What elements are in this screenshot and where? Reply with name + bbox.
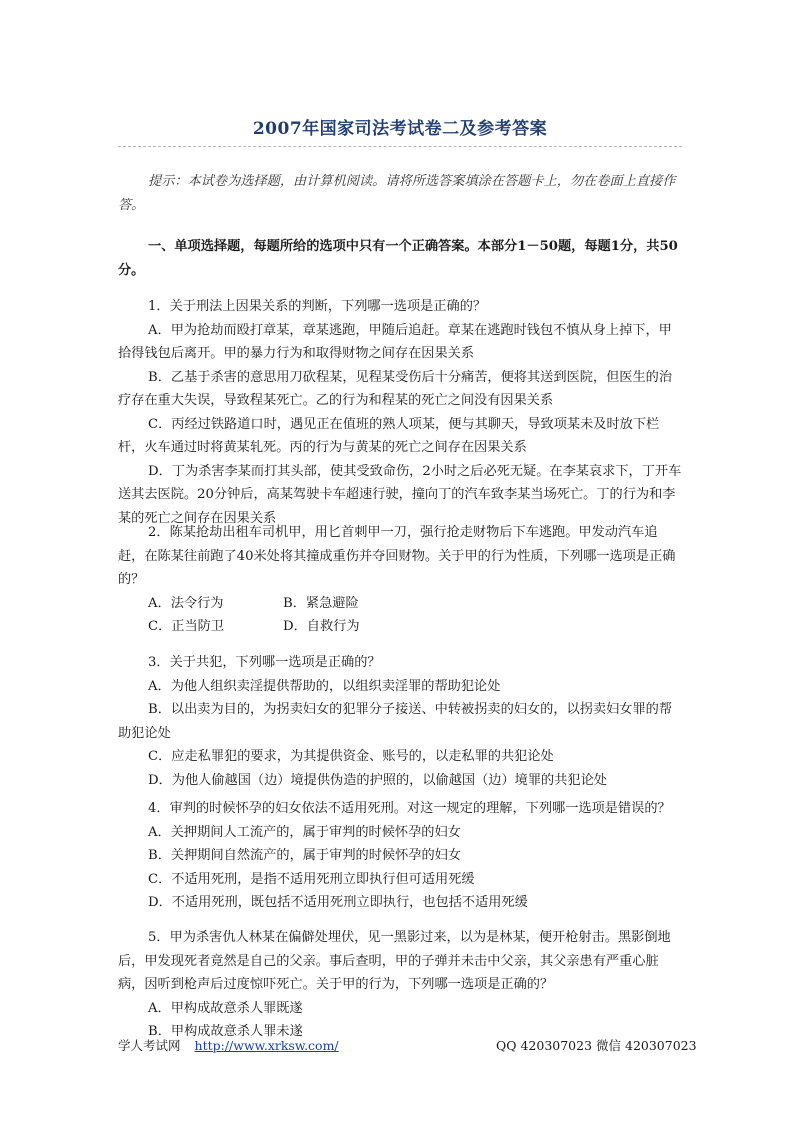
question-5 bbox=[118, 926, 682, 1044]
footer-contact: QQ 420307023 微信 420307023 bbox=[496, 1038, 697, 1053]
footer-site-link[interactable]: http://www.xrksw.com/ bbox=[194, 1038, 339, 1053]
question-1-option-b: B．乙基于杀害的意思用刀砍程某，见程某受伤后十分痛苦，便将其送到医院，但医生的治疗存在重大失误，导致程某死亡。乙的行为和程某的死亡之间没有因果关系 bbox=[118, 369, 672, 408]
question-4-option-d: D．不适用死刑，既包括不适用死刑立即执行，也包括不适用死缓 bbox=[148, 895, 528, 910]
question-3-option-d: D．为他人偷越国（边）境提供伪造的护照的，以偷越国（边）境罪的共犯论处 bbox=[148, 772, 607, 788]
question-2-option-a: A．法令行为 bbox=[148, 595, 224, 611]
question-1-option-c: C．丙经过铁路道口时，遇见正在值班的熟人项某，便与其聊天，导致项某未及时放下栏杆，火车通过时将黄某轧死。丙的行为与黄某的死亡之间存在因果关系 bbox=[118, 416, 660, 455]
question-1 bbox=[118, 295, 682, 530]
question-2-option-c: C．正当防卫 bbox=[148, 619, 225, 634]
question-1-option-a: A．甲为抢劫而殴打章某，章某逃跑，甲随后追赶。章某在逃跑时钱包不慎从身上掉下，甲拾得钱包后离开。甲的暴力行为和取得财物之间存在因果关系 bbox=[118, 322, 672, 361]
question-2-stem: 2．陈某抢劫出租车司机甲，用匕首刺甲一刀，强行抢走财物后下车逃跑。甲发动汽车追赶，在陈某往前跑了40米处将其撞成重伤并夺回财物。关于甲的行为性质，下列哪一选项是正确的？ bbox=[118, 525, 676, 587]
instruction-hint: 提示：本试卷为选择题，由计算机阅读。请将所选答案填涂在答题卡上，勿在卷面上直接作答。 bbox=[118, 174, 676, 213]
question-2-option-b: B．紧急避险 bbox=[283, 595, 359, 611]
question-4-stem: 4．审判的时候怀孕的妇女依法不适用死刑。对这一规定的理解，下列哪一选项是错误的？ bbox=[148, 801, 671, 816]
question-2 bbox=[118, 521, 682, 639]
question-5-stem: 5．甲为杀害仇人林某在偏僻处埋伏，见一黑影过来，以为是林某，便开枪射击。黑影倒地后，甲发现死者竟然是自己的父亲。事后查明，甲的子弹并未击中父亲，其父亲患有严重心脏病，因听到枪声后过度惊吓死亡。关于甲的行为，下列哪一选项是正确的？ bbox=[118, 930, 671, 992]
question-3-option-c: C．应走私罪犯的要求，为其提供资金、账号的，以走私罪的共犯论处 bbox=[148, 749, 554, 764]
question-5-option-a: A．甲构成故意杀人罪既遂 bbox=[148, 1000, 303, 1016]
title-divider bbox=[118, 146, 682, 147]
footer-site-name: 学人考试网 bbox=[118, 1038, 181, 1053]
question-3 bbox=[118, 651, 682, 792]
footer-site bbox=[118, 1036, 339, 1054]
question-5-option-b: B．甲构成故意杀人罪未遂 bbox=[148, 1024, 303, 1039]
question-3-stem: 3．关于共犯，下列哪一选项是正确的？ bbox=[148, 655, 381, 670]
section-heading: 一、单项选择题，每题所给的选项中只有一个正确答案。本部分1－50题，每题1分，共50分。 bbox=[118, 239, 678, 278]
question-4-option-b: B．关押期间自然流产的，属于审判的时候怀孕的妇女 bbox=[148, 848, 462, 863]
question-2-options-row-1 bbox=[118, 592, 682, 616]
question-3-option-b: B．以出卖为目的，为拐卖妇女的犯罪分子接送、中转被拐卖的妇女的，以拐卖妇女罪的帮助犯论处 bbox=[118, 702, 672, 741]
question-1-stem: 1．关于刑法上因果关系的判断，下列哪一选项是正确的？ bbox=[148, 299, 487, 314]
question-2-option-d: D．自救行为 bbox=[283, 619, 360, 634]
question-2-options-row-2 bbox=[118, 615, 682, 639]
document-title: 2007年国家司法考试卷二及参考答案 bbox=[252, 119, 548, 139]
question-3-option-a: A．为他人组织卖淫提供帮助的，以组织卖淫罪的帮助犯论处 bbox=[148, 678, 501, 694]
question-4-option-a: A．关押期间人工流产的，属于审判的时候怀孕的妇女 bbox=[148, 824, 461, 840]
question-4-option-c: C．不适用死刑，是指不适用死刑立即执行但可适用死缓 bbox=[148, 871, 475, 887]
question-1-option-d: D．丁为杀害李某而打其头部，使其受致命伤，2小时之后必死无疑。在李某哀求下，丁开车送其去医院。20分钟后，高某驾驶卡车超速行驶，撞向丁的汽车致李某当场死亡。丁的行为和李某的死亡之间存在因果关系 bbox=[118, 463, 682, 526]
question-4 bbox=[118, 797, 682, 915]
